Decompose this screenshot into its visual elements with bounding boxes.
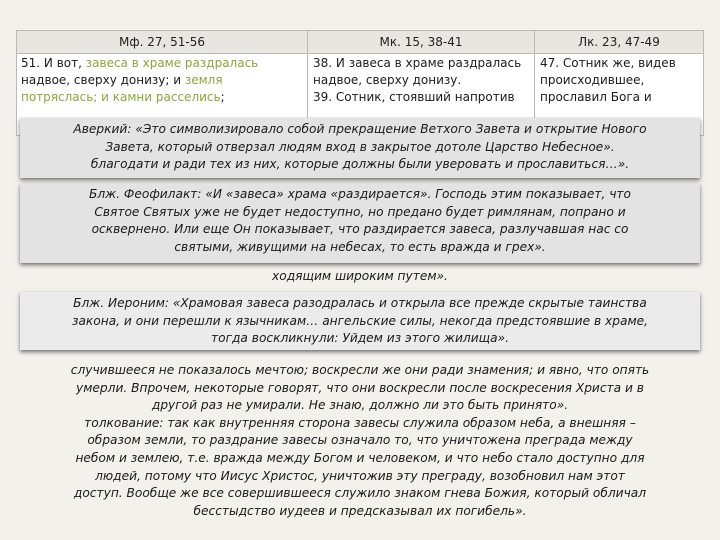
verse-line: 39. Сотник, стоявший напротив	[313, 90, 515, 104]
header-luke: Лк. 23, 47-49	[535, 31, 703, 54]
quote-line: тогда воскликнули: Уйдем из этого жилища».	[211, 331, 509, 346]
quote-line: Аверкий: «Это символизировало собой прекращение Ветхого Завета и открытие Нового	[73, 122, 647, 136]
verse-text: надвое, сверху донизу; и	[21, 73, 182, 87]
quote-averky	[20, 118, 700, 178]
bottom-text	[20, 362, 700, 520]
quote-line: Завета, который отверзал людям вход в закрытое дотоле Царство Небесное».	[105, 139, 615, 154]
highlighted-text: завеса в храме раздралась	[85, 56, 259, 70]
verse-line: 47. Сотник же, видев	[540, 56, 676, 70]
quote-line: святыми, живущими на небесах, то есть вражда и грех».	[174, 239, 546, 254]
text-line: людей, потому что Иисус Христос, уничтожив эту преграду, возобновил нам этот	[95, 468, 625, 483]
text-line: небом и землею, т.е. вражда между Богом и человеком, и что небо стало доступно для	[75, 450, 645, 465]
text-line: бесстыдство иудеев и предсказывал их погибель».	[193, 503, 527, 518]
quote-line: Блж. Иероним: «Храмовая завеса разодралась и открыла все прежде скрытые таинства	[73, 296, 647, 310]
verse-line: 38. И завеса в храме раздралась	[313, 56, 522, 70]
verse-text: И вот,	[43, 56, 82, 70]
verse-number: 51.	[21, 56, 41, 70]
verse-text: ;	[220, 90, 225, 104]
quote-jerome	[20, 292, 700, 350]
mark-text	[313, 55, 533, 106]
quote-theophylact	[20, 183, 700, 263]
matthew-text	[21, 55, 305, 106]
text-line: толкование: так как внутренняя сторона завесы служила образом неба, а внешняя –	[84, 415, 636, 430]
quote-line: осквернено. Или еще Он показывает, что раздирается завеса, разлучавшая нас со	[91, 222, 629, 237]
text-line: образом земли, то раздрание завесы означало то, что уничтожена преграда между	[87, 433, 633, 448]
header-mark: Мк. 15, 38-41	[308, 31, 535, 54]
header-matthew: Мф. 27, 51-56	[17, 31, 308, 54]
quote-line: Святое Святых уже не будет недоступно, но предано будет римлянам, попрано и	[94, 204, 626, 219]
highlighted-text: земля	[184, 73, 223, 87]
quote-line: благодати и ради тех из них, которые должны были уверовать и прославиться…».	[90, 157, 630, 172]
theophylact-tail: ходящим широким путем».	[272, 269, 448, 283]
quote-line: закона, и они перешли к язычникам… ангельские силы, некогда предстоявшие в храме,	[71, 313, 649, 328]
verse-line: надвое, сверху донизу.	[313, 73, 462, 87]
text-line: доступ. Вообще же все совершившееся служило знаком гнева Божия, который обличал	[73, 486, 647, 501]
text-line: случившееся не показалось мечтою; воскресли же они ради знамения; и явно, что опять	[70, 363, 650, 377]
verse-line: происходившее,	[540, 73, 645, 87]
quote-line: Блж. Феофилакт: «И «завеса» храма «раздирается». Господь этим показывает, что	[89, 187, 631, 201]
text-line: другой раз не умирали. Не знаю, должно ли это быть принято».	[151, 398, 569, 413]
verse-line: прославил Бога и	[540, 90, 652, 104]
text-line: умерли. Впрочем, некоторые говорят, что они воскресли после воскресения Христа и в	[76, 380, 644, 395]
highlighted-text: потряслась; и камни расселись	[21, 90, 221, 104]
luke-text	[540, 55, 700, 106]
